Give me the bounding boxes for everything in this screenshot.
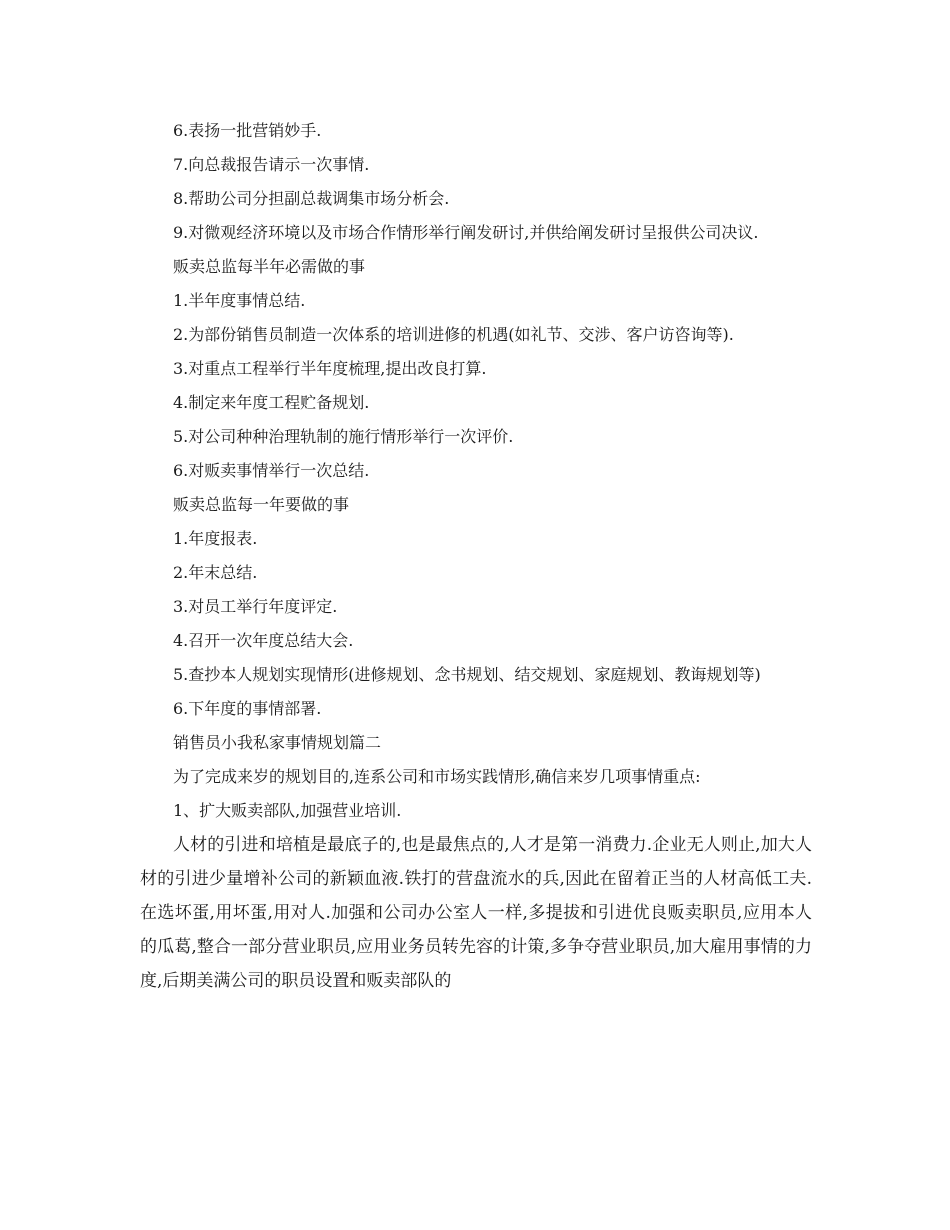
list-item: 2.年末总结. (173, 563, 258, 582)
list-item: 5.对公司种种治理轨制的施行情形举行一次评价. (173, 427, 514, 446)
list-item: 1.年度报表. (173, 529, 258, 548)
list-item: 2.为部份销售员制造一次体系的培训进修的机遇(如礼节、交涉、客户访咨询等). (173, 325, 734, 344)
section-heading: 贩卖总监每半年必需做的事 (173, 257, 366, 276)
section-heading: 1、扩大贩卖部队,加强营业培训. (173, 801, 402, 820)
document-body (140, 114, 812, 998)
list-item: 4.制定来年度工程贮备规划. (173, 393, 370, 412)
list-item: 6.对贩卖事情举行一次总结. (173, 461, 370, 480)
list-item: 1.半年度事情总结. (173, 291, 306, 310)
list-item: 3.对重点工程举行半年度梳理,提出改良打算. (173, 359, 487, 378)
body-paragraph: 人材的引进和培植是最底子的,也是最焦点的,人才是第一消费力.企业无人则止,加大人材的引进少量增补公司的新颖血液.铁打的营盘流水的兵,因此在留着正当的人材高低工夫.在选坏蛋,用坏蛋,用对人.加强和公司办公室人一样,多提拔和引进优良贩卖职员,应用本人的瓜葛,整合一部分营业职员,应用业务员转先容的计策,多争夺营业职员,加大雇用事情的力度,后期美满公司的职员设置和贩卖部队的 (140, 835, 812, 991)
list-item: 5.查抄本人规划实现情形(进修规划、念书规划、结交规划、家庭规划、教诲规划等) (173, 665, 761, 684)
section-heading: 贩卖总监每一年要做的事 (173, 495, 350, 514)
intro-paragraph: 为了完成来岁的规划目的,连系公司和市场实践情形,确信来岁几项事情重点: (173, 767, 701, 786)
section-title: 销售员小我私家事情规划篇二 (173, 733, 382, 752)
list-item: 9.对微观经济环境以及市场合作情形举行阐发研讨,并供给阐发研讨呈报供公司决议. (173, 223, 759, 242)
list-item: 4.召开一次年度总结大会. (173, 631, 354, 650)
list-item: 6.表扬一批营销妙手. (173, 121, 322, 140)
list-item: 6.下年度的事情部署. (173, 699, 322, 718)
list-item: 8.帮助公司分担副总裁调集市场分析会. (173, 189, 450, 208)
list-item: 7.向总裁报告请示一次事情. (173, 155, 370, 174)
list-item: 3.对员工举行年度评定. (173, 597, 338, 616)
